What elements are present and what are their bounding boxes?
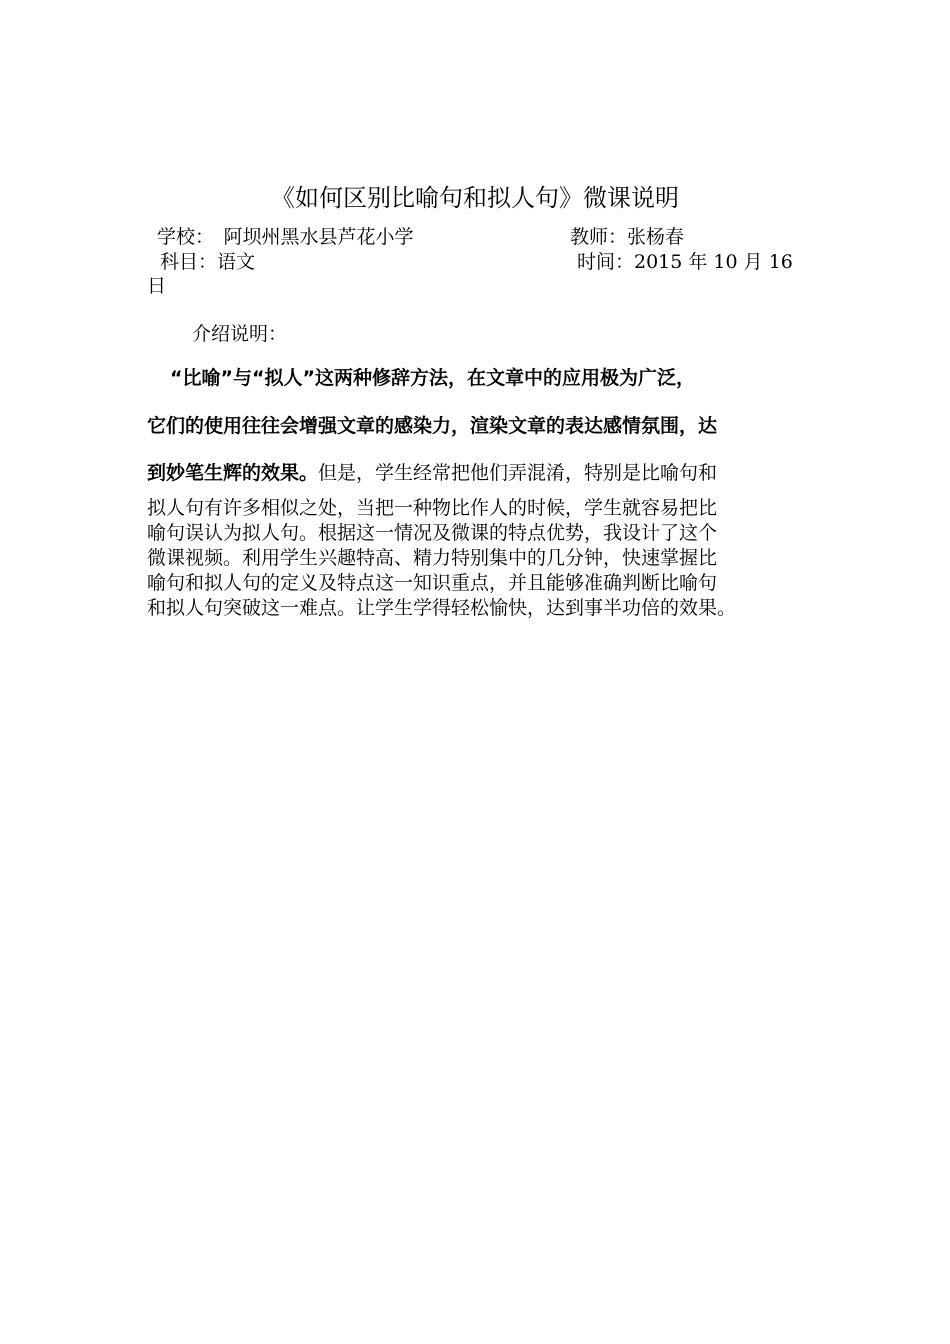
paragraph-line-bold-1: “比喻”与“拟人”这两种修辞方法，在文章中的应用极为广泛， — [170, 367, 695, 389]
school-info: 学校： 阿坝州黑水县芦花小学 — [157, 226, 414, 248]
intro-label: 介绍说明： — [192, 323, 288, 345]
paragraph-line: 和拟人句突破这一难点。让学生学得轻松愉快，达到事半功倍的效果。 — [147, 597, 737, 619]
paragraph-line: 喻句和拟人句的定义及特点这一知识重点，并且能够准确判断比喻句 — [147, 572, 718, 594]
paragraph-body — [147, 496, 837, 621]
document-title: 《如何区别比喻句和拟人句》微课说明 — [271, 184, 679, 212]
paragraph-bold-segment: 到妙笔生辉的效果。 — [147, 462, 319, 484]
time-info-continued: 日 — [147, 275, 167, 297]
paragraph-line-bold-2: 它们的使用往往会增强文章的感染力，渲染文章的表达感情氛围，达 — [147, 415, 718, 437]
paragraph-line: 拟人句有许多相似之处，当把一种物比作人的时候，学生就容易把比 — [147, 497, 718, 519]
subject-info: 科目：语文 — [160, 251, 256, 273]
paragraph-regular-segment: 但是，学生经常把他们弄混淆，特别是比喻句和 — [318, 462, 718, 484]
paragraph-line-mixed — [147, 460, 717, 486]
time-info: 时间：2015 年 10 月 16 — [577, 251, 793, 273]
paragraph-line: 微课视频。利用学生兴趣特高、精力特别集中的几分钟，快速掌握比 — [147, 547, 718, 569]
teacher-info: 教师：张杨春 — [570, 226, 685, 248]
paragraph-line: 喻句误认为拟人句。根据这一情况及微课的特点优势，我设计了这个 — [147, 522, 718, 544]
